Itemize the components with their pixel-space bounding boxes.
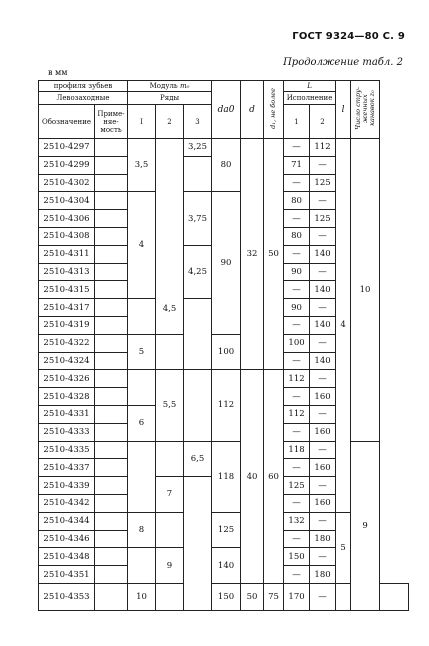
module-r2-cell: [156, 334, 184, 370]
l-header: [336, 81, 351, 139]
exec2-cell: —: [310, 548, 336, 566]
d1-cell: 60: [264, 370, 284, 584]
designation-cell: 2510-4344: [39, 512, 95, 530]
application-cell: [95, 139, 128, 157]
d-header: [241, 81, 264, 139]
exec2-cell: —: [310, 512, 336, 530]
module-r1-cell: [128, 370, 156, 406]
exec1-cell: —: [284, 494, 310, 512]
module-r1-cell: 6: [128, 405, 156, 441]
application-cell: [95, 548, 128, 566]
application-cell: [95, 227, 128, 245]
module-r1-cell: 3,5: [128, 139, 156, 192]
module-r2-cell: 4,5: [156, 139, 184, 335]
application-cell: [95, 316, 128, 334]
L-symbol: L: [307, 82, 312, 90]
module-r2-cell: [156, 512, 184, 548]
exec1-cell: 71: [284, 156, 310, 174]
da0-cell: 112: [212, 370, 241, 441]
designation-cell: 2510-4353: [39, 583, 95, 610]
designation-cell: 2510-4331: [39, 405, 95, 423]
module-r1-cell: [128, 441, 156, 512]
exec1-cell: 132: [284, 512, 310, 530]
exec2-cell: —: [310, 227, 336, 245]
exec1-cell: 118: [284, 441, 310, 459]
page-header: ГОСТ 9324—80 С. 9: [292, 31, 405, 42]
module-r2-cell: [156, 583, 184, 610]
exec2-cell: 160: [310, 494, 336, 512]
d1-cell: 75: [264, 583, 284, 610]
module-r1-cell: 8: [128, 512, 156, 548]
d-cell: 32: [241, 139, 264, 370]
exec2-cell: —: [310, 441, 336, 459]
units-label: в мм: [48, 68, 68, 77]
exec1-cell: —: [284, 388, 310, 406]
designation-cell: 2510-4304: [39, 192, 95, 210]
designation-cell: 2510-4328: [39, 388, 95, 406]
designation-cell: 2510-4324: [39, 352, 95, 370]
table-row: [39, 139, 409, 157]
exec2-cell: —: [310, 583, 336, 610]
z0-cell: 10: [351, 139, 380, 442]
row3-header: 3: [184, 105, 212, 139]
hob-parameters-table: [38, 80, 409, 611]
designation-cell: 2510-4315: [39, 281, 95, 299]
exec1-cell: —: [284, 281, 310, 299]
exec2-cell: 125: [310, 174, 336, 192]
exec2-cell: —: [310, 263, 336, 281]
module-r2-cell: 5,5: [156, 370, 184, 441]
application-header: Приме- няе- мость: [95, 105, 128, 139]
exec2-cell: —: [310, 192, 336, 210]
application-cell: [95, 192, 128, 210]
designation-cell: 2510-4337: [39, 459, 95, 477]
left-hand-header: Левозаходные: [39, 92, 128, 105]
l-cell: [336, 583, 351, 610]
module-header: [128, 81, 212, 92]
exec1-cell: —: [284, 139, 310, 157]
exec1-cell: —: [284, 566, 310, 584]
exec2-cell: —: [310, 156, 336, 174]
da0-symbol: da0: [217, 104, 235, 115]
designation-cell: 2510-4297: [39, 139, 95, 157]
da0-cell: 140: [212, 548, 241, 584]
module-r1-cell: 5: [128, 334, 156, 370]
module-r3-cell: [184, 156, 212, 192]
L-header: [284, 81, 336, 92]
module-r1-cell: [128, 548, 156, 584]
designation-cell: 2510-4346: [39, 530, 95, 548]
exec2-cell: —: [310, 370, 336, 388]
exec1-cell: —: [284, 459, 310, 477]
exec2-cell: 180: [310, 566, 336, 584]
d-cell: 40: [241, 370, 264, 584]
application-cell: [95, 423, 128, 441]
designation-cell: 2510-4342: [39, 494, 95, 512]
module-r2-cell: [156, 441, 184, 477]
designation-cell: 2510-4302: [39, 174, 95, 192]
exec2-cell: 112: [310, 139, 336, 157]
d-cell: 50: [241, 583, 264, 610]
exec1-cell: 90: [284, 299, 310, 317]
d-symbol: d: [249, 104, 255, 115]
module-r3-cell: [184, 477, 212, 611]
designation-cell: 2510-4351: [39, 566, 95, 584]
application-cell: [95, 299, 128, 317]
application-cell: [95, 156, 128, 174]
module-r2-cell: 9: [156, 548, 184, 584]
application-cell: [95, 530, 128, 548]
l-cell: 4: [336, 139, 351, 513]
da0-cell: 90: [212, 192, 241, 334]
exec1-cell: 170: [284, 583, 310, 610]
module-r3-cell: [184, 299, 212, 370]
designation-cell: 2510-4326: [39, 370, 95, 388]
row2-header: 2: [156, 105, 184, 139]
exec2-header: 2: [310, 105, 336, 139]
l-symbol: l: [341, 104, 345, 115]
exec1-cell: —: [284, 352, 310, 370]
z0-cell: [380, 583, 409, 610]
da0-cell: 80: [212, 139, 241, 192]
exec1-cell: —: [284, 530, 310, 548]
designation-cell: 2510-4306: [39, 210, 95, 228]
module-r3-cell: 6,5: [184, 441, 212, 477]
table-row: [39, 441, 409, 459]
application-cell: [95, 477, 128, 495]
designation-cell: 2510-4348: [39, 548, 95, 566]
exec2-cell: —: [310, 405, 336, 423]
da0-cell: 118: [212, 441, 241, 512]
exec1-cell: 112: [284, 370, 310, 388]
application-cell: [95, 405, 128, 423]
exec1-cell: 80: [284, 192, 310, 210]
exec2-cell: —: [310, 299, 336, 317]
exec2-cell: 140: [310, 352, 336, 370]
designation-cell: 2510-4335: [39, 441, 95, 459]
module-r2-cell: 7: [156, 477, 184, 513]
exec2-cell: 125: [310, 210, 336, 228]
application-cell: [95, 334, 128, 352]
exec1-cell: —: [284, 316, 310, 334]
exec1-cell: —: [284, 210, 310, 228]
exec2-cell: —: [310, 334, 336, 352]
execution-header: Исполнение: [284, 92, 336, 105]
exec1-header: 1: [284, 105, 310, 139]
application-cell: [95, 174, 128, 192]
application-cell: [95, 352, 128, 370]
z0-header-text: Число стру- жечных канавок z₀: [353, 87, 376, 130]
da0-cell: 100: [212, 334, 241, 370]
application-cell: [95, 583, 128, 610]
d1-cell: 50: [264, 139, 284, 370]
designation-cell: 2510-4339: [39, 477, 95, 495]
designation-cell: 2510-4313: [39, 263, 95, 281]
module-r3-cell: [184, 370, 212, 441]
exec2-cell: 160: [310, 388, 336, 406]
exec1-cell: 80: [284, 227, 310, 245]
module-r3-cell: 3,25: [184, 139, 212, 157]
row1-header: I: [128, 105, 156, 139]
exec2-cell: 180: [310, 530, 336, 548]
designation-header: Обозначение: [39, 105, 95, 139]
exec1-cell: —: [284, 174, 310, 192]
da0-cell: 150: [212, 583, 241, 610]
exec2-cell: 140: [310, 316, 336, 334]
designation-cell: 2510-4299: [39, 156, 95, 174]
application-cell: [95, 210, 128, 228]
rows-header: Ряды: [128, 92, 212, 105]
exec1-cell: —: [284, 423, 310, 441]
module-r1-cell: [128, 299, 156, 335]
exec1-cell: 90: [284, 263, 310, 281]
designation-cell: 2510-4322: [39, 334, 95, 352]
exec1-cell: 125: [284, 477, 310, 495]
profile-header: профиля зубьев: [39, 81, 128, 92]
exec1-cell: —: [284, 245, 310, 263]
designation-cell: 2510-4311: [39, 245, 95, 263]
d1-header: [264, 81, 284, 139]
l-cell: 5: [336, 512, 351, 583]
module-symbol: m₀: [179, 82, 190, 90]
application-cell: [95, 459, 128, 477]
application-cell: [95, 263, 128, 281]
exec1-cell: 112: [284, 405, 310, 423]
d1-header-text: d₁, не более: [269, 88, 278, 129]
application-cell: [95, 494, 128, 512]
da0-cell: 125: [212, 512, 241, 548]
application-cell: [95, 370, 128, 388]
application-cell: [95, 388, 128, 406]
application-cell: [95, 512, 128, 530]
exec2-cell: 140: [310, 281, 336, 299]
module-r1-cell: 10: [128, 583, 156, 610]
z0-cell: 9: [351, 441, 380, 610]
exec2-cell: 160: [310, 423, 336, 441]
module-r3-cell: 3,75: [184, 192, 212, 245]
designation-cell: 2510-4333: [39, 423, 95, 441]
designation-cell: 2510-4308: [39, 227, 95, 245]
designation-cell: 2510-4317: [39, 299, 95, 317]
application-cell: [95, 441, 128, 459]
exec1-cell: 100: [284, 334, 310, 352]
exec2-cell: 140: [310, 245, 336, 263]
module-header-text: Модуль: [149, 82, 178, 90]
exec1-cell: 150: [284, 548, 310, 566]
da0-header: [212, 81, 241, 139]
application-cell: [95, 566, 128, 584]
module-r3-cell: 4,25: [184, 245, 212, 298]
application-cell: [95, 281, 128, 299]
table-continuation-label: Продолжение табл. 2: [283, 57, 403, 68]
z0-header: [351, 81, 380, 139]
module-r1-cell: 4: [128, 192, 156, 299]
exec2-cell: 160: [310, 459, 336, 477]
application-cell: [95, 245, 128, 263]
exec2-cell: —: [310, 477, 336, 495]
designation-cell: 2510-4319: [39, 316, 95, 334]
